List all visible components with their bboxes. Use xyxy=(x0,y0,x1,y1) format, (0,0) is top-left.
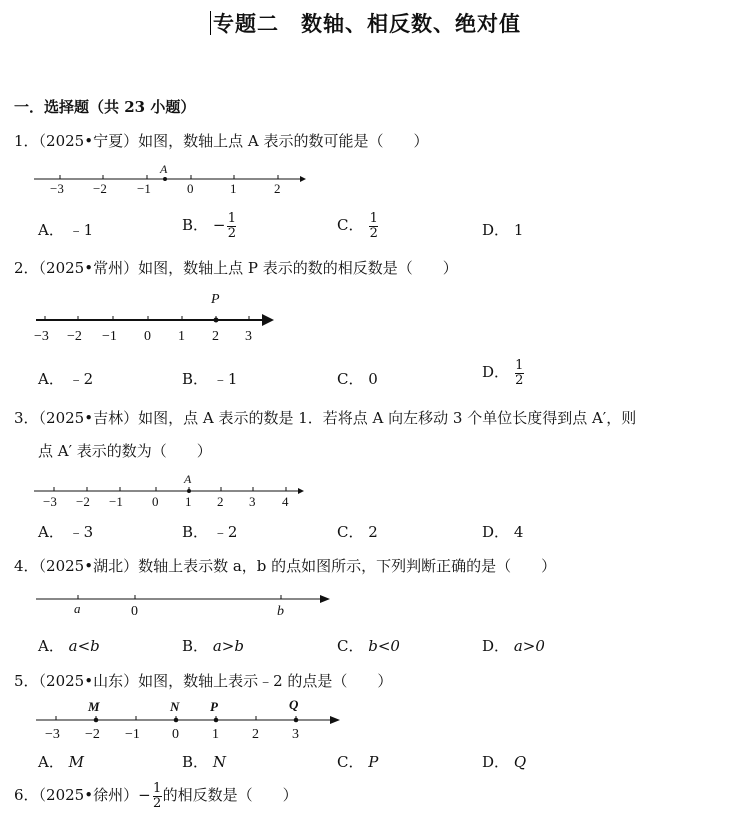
point-m-label: M xyxy=(88,699,100,714)
tick-label: 3 xyxy=(245,329,252,344)
fraction: $\frac{1}{2}$ xyxy=(227,211,237,241)
point-p-label: P xyxy=(210,699,218,714)
tick-label: −2 xyxy=(85,727,100,742)
fraction: $\frac{1}{2}$ xyxy=(369,211,378,241)
question-number: 4． xyxy=(14,557,39,575)
point-m-dot xyxy=(94,718,99,723)
point-n-label: N xyxy=(170,699,180,714)
tick-label: 1 xyxy=(230,181,237,196)
option-a: A． M xyxy=(38,753,84,771)
option-b: B． a>b xyxy=(182,637,244,655)
tick-label: 0 xyxy=(152,494,159,509)
number-line-q5 xyxy=(30,696,350,742)
tick-label: 3 xyxy=(292,727,299,742)
option-c: C． 2 xyxy=(337,523,378,541)
point-n-dot xyxy=(174,718,179,723)
point-q-label: Q xyxy=(289,697,299,712)
tick-label: −1 xyxy=(125,727,140,742)
option-b: B． − $\frac{1}{2}$ xyxy=(182,211,237,241)
tick-label: 2 xyxy=(212,329,219,344)
tick-label: 4 xyxy=(282,494,289,509)
tick-label: −1 xyxy=(109,494,123,509)
question-3-stem xyxy=(14,407,636,428)
tick-label: 0 xyxy=(131,604,138,619)
axis-arrow xyxy=(320,595,330,603)
option-b: B． N xyxy=(182,753,226,771)
question-number: 3． xyxy=(14,409,39,427)
question-2-stem xyxy=(14,257,458,278)
tick-label: −2 xyxy=(67,329,82,344)
question-1-stem xyxy=(14,130,428,151)
question-number: 2． xyxy=(14,259,39,277)
tick-label: −3 xyxy=(43,494,57,509)
option-c: C． 0 xyxy=(337,370,378,388)
tick-label: a xyxy=(74,601,81,616)
option-c: C． $\frac{1}{2}$ xyxy=(337,211,378,241)
title-text: 专题二 数轴、相反数、绝对值 xyxy=(213,12,521,36)
tick-label: −2 xyxy=(76,494,90,509)
tick-label: 2 xyxy=(274,181,281,196)
option-b: B． ﹣1 xyxy=(182,370,238,388)
point-a-dot xyxy=(187,489,191,493)
tick-label: 0 xyxy=(187,181,194,196)
tick-label: −3 xyxy=(34,329,49,344)
question-text: （2025•山东）如图，数轴上表示﹣2 的点是（ ） xyxy=(38,672,393,690)
tick-label: 3 xyxy=(249,494,256,509)
option-d: D． Q xyxy=(482,753,527,771)
option-b: B． ﹣2 xyxy=(182,523,238,541)
tick-label: 2 xyxy=(217,494,224,509)
option-d: D． $\frac{1}{2}$ xyxy=(482,358,524,388)
number-line-q4 xyxy=(30,585,340,621)
point-p-dot xyxy=(214,318,219,323)
tick-label: 0 xyxy=(172,727,179,742)
point-p-dot xyxy=(214,718,219,723)
tick-label: −3 xyxy=(45,727,60,742)
point-q-dot xyxy=(294,718,299,723)
question-5-stem xyxy=(14,670,392,691)
fraction: $\frac{1}{2}$ xyxy=(515,358,524,388)
page-title xyxy=(210,8,521,38)
tick-label: −1 xyxy=(102,329,117,344)
tick-label: 1 xyxy=(212,727,219,742)
tick-label: 2 xyxy=(252,727,259,742)
option-d: D． 1 xyxy=(482,221,524,239)
option-a: A． a<b xyxy=(38,637,100,655)
tick-label: 1 xyxy=(185,494,192,509)
tick-label: −3 xyxy=(50,181,64,196)
option-a: A． ﹣2 xyxy=(38,370,94,388)
option-d: D． a>0 xyxy=(482,637,545,655)
option-a: A． ﹣3 xyxy=(38,523,94,541)
fraction: $\frac{1}{2}$ xyxy=(153,781,162,811)
number-line-q1 xyxy=(30,160,310,200)
tick-label: b xyxy=(277,604,284,619)
axis-arrow xyxy=(262,314,274,326)
question-text: （2025•常州）如图，数轴上点 P 表示的数的相反数是（ ） xyxy=(38,259,458,277)
question-text: （2025•宁夏）如图，数轴上点 A 表示的数可能是（ ） xyxy=(38,132,429,150)
point-p-label: P xyxy=(211,292,220,307)
question-6-stem: 6．（2025•徐州）− $\frac{1}{2}$ 的相反数是（ ） xyxy=(14,781,298,811)
tick-label: −2 xyxy=(93,181,107,196)
question-3-stem-line2: 点 A′ 表示的数为（ ） xyxy=(38,442,212,460)
question-4-stem xyxy=(14,555,556,576)
tick-label: 0 xyxy=(144,329,151,344)
question-number: 5． xyxy=(14,672,39,690)
number-line-q3 xyxy=(30,470,310,512)
tick-label: −1 xyxy=(137,181,151,196)
question-text: （2025•吉林）如图，点 A 表示的数是 1．若将点 A 向左移动 3 个单位长度得到点 A′，则 xyxy=(38,409,637,427)
axis-arrow xyxy=(300,176,306,182)
question-number: 1． xyxy=(14,132,39,150)
axis-arrow xyxy=(330,716,340,724)
option-c: C． b<0 xyxy=(337,637,400,655)
question-text: （2025•湖北）数轴上表示数 a，b 的点如图所示，下列判断正确的是（ ） xyxy=(38,557,557,575)
text-cursor xyxy=(210,11,211,35)
axis-arrow xyxy=(298,488,304,494)
number-line-q2 xyxy=(30,288,280,346)
point-a-label: A xyxy=(160,162,168,176)
option-d: D． 4 xyxy=(482,523,524,541)
option-c: C． P xyxy=(337,753,379,771)
tick-label: 1 xyxy=(178,329,185,344)
question-number: 6． xyxy=(14,786,39,805)
point-a-dot xyxy=(163,177,167,181)
point-a-label: A xyxy=(184,472,192,486)
option-a: A． ﹣1 xyxy=(38,221,94,239)
section-heading: 一．选择题（共 23 小题） xyxy=(14,98,196,116)
